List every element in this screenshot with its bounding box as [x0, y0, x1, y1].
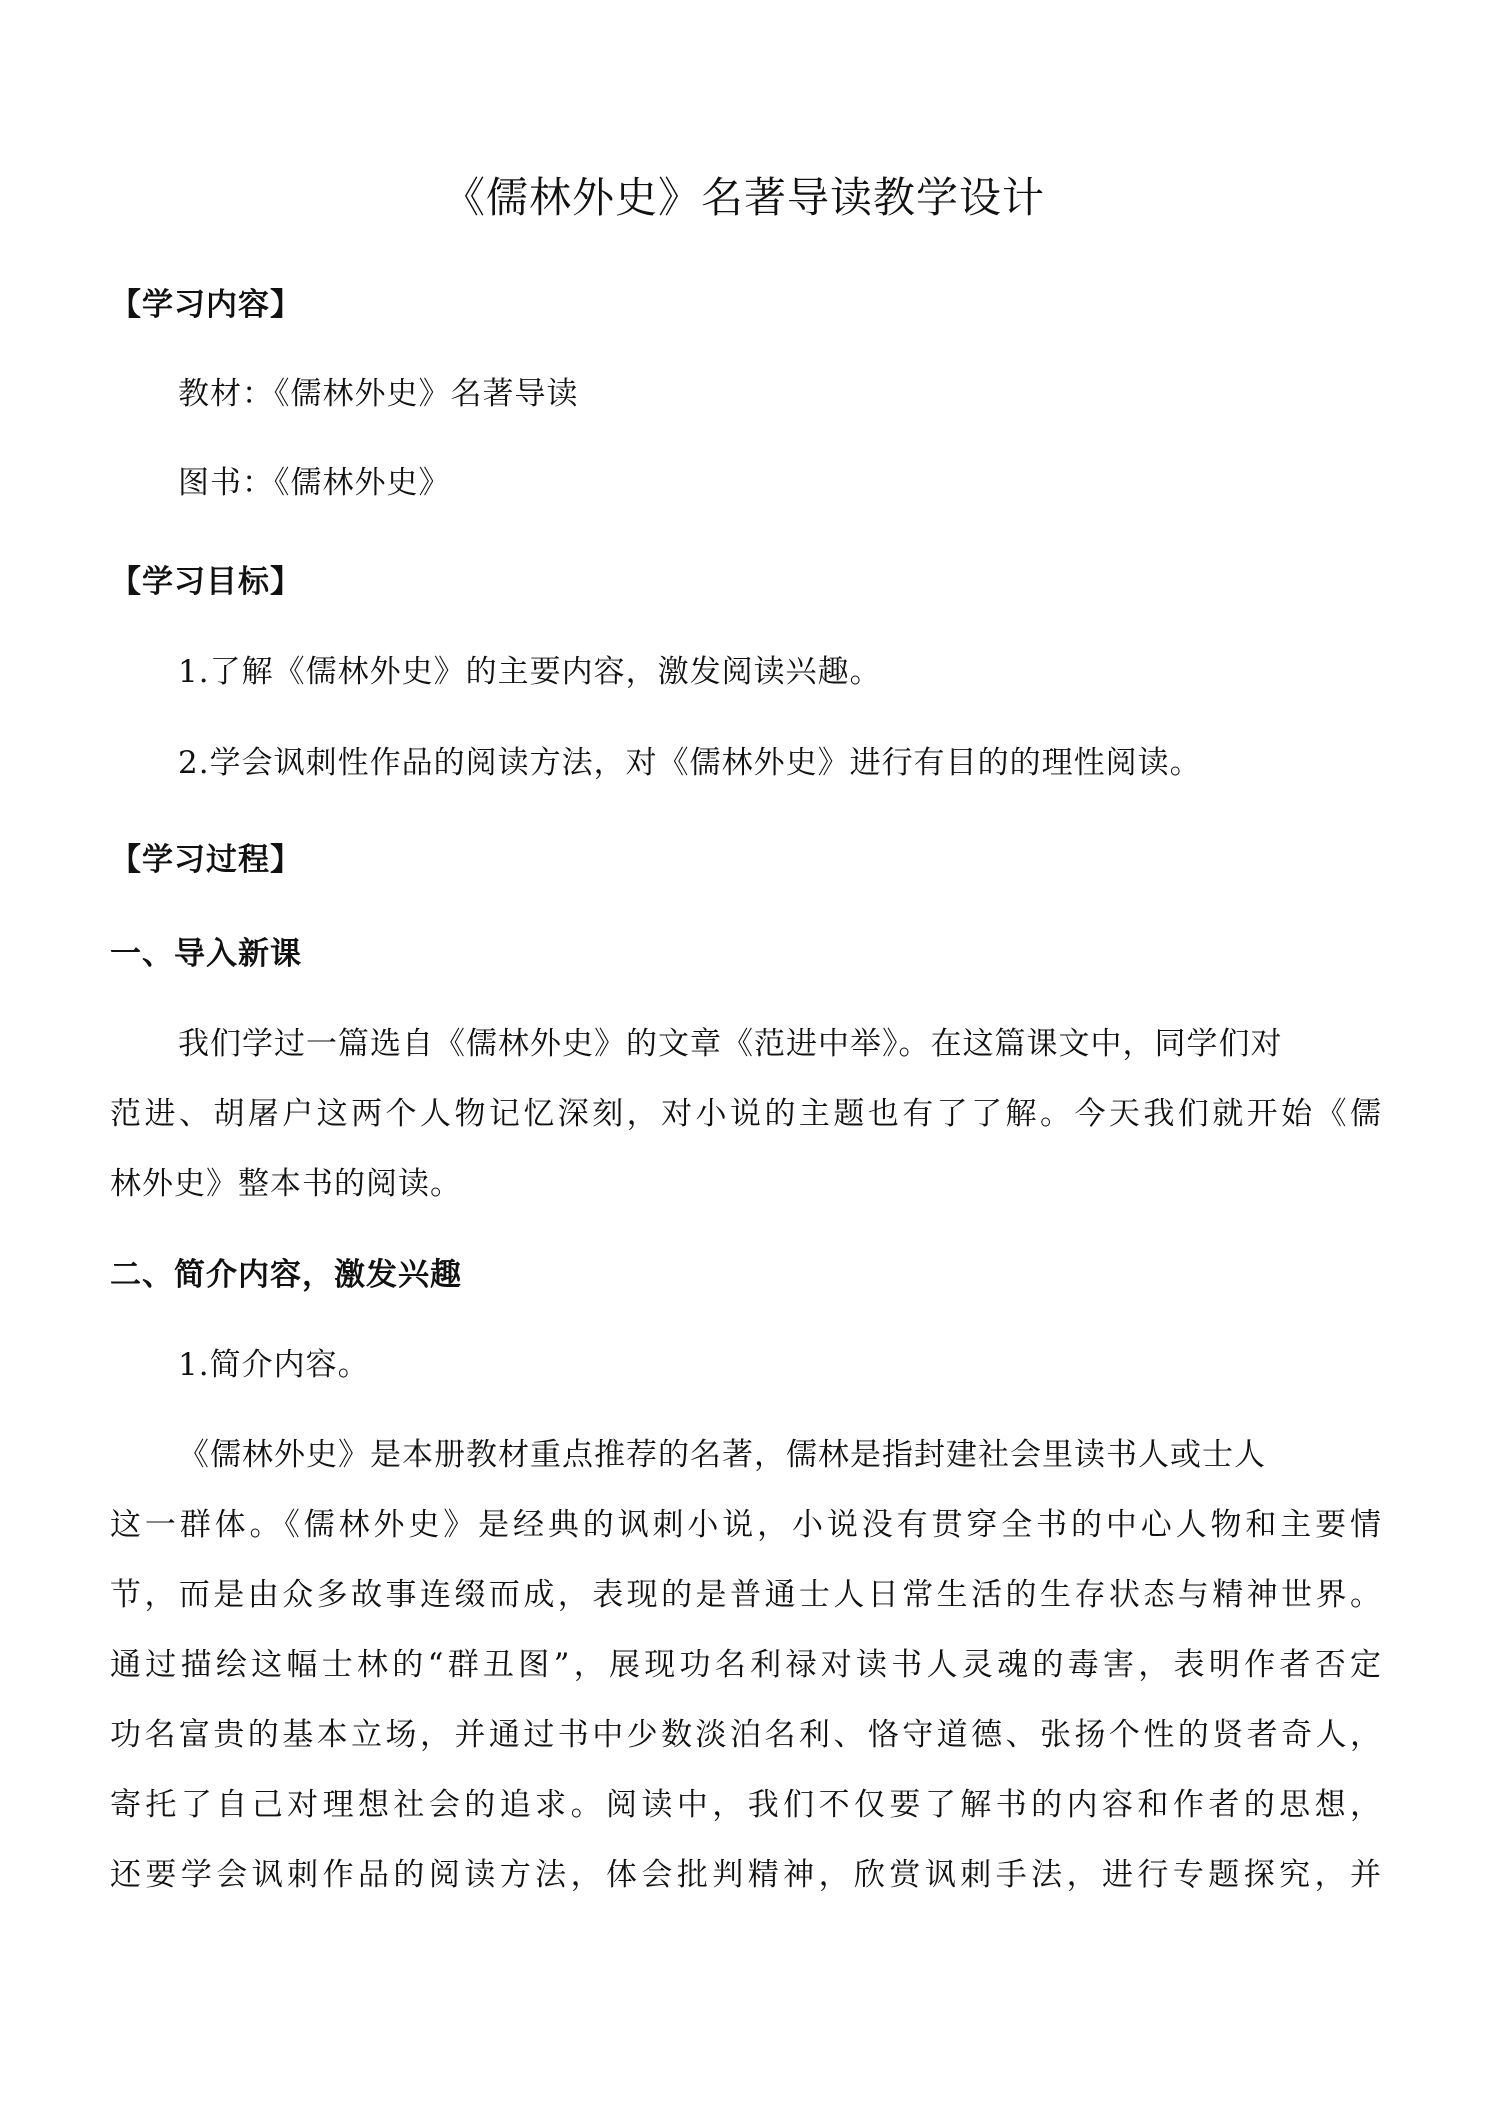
- paragraph-line: 功名富贵的基本立场，并通过书中少数淡泊名利、恪守道德、张扬个性的贤者奇人，: [110, 1717, 1382, 1753]
- part1-heading: 一、导入新课: [110, 936, 302, 972]
- paragraph-line: 节，而是由众多故事连缀而成，表现的是普通士人日常生活的生存状态与精神世界。: [110, 1577, 1382, 1613]
- paragraph-line: 寄托了自己对理想社会的追求。阅读中，我们不仅要了解书的内容和作者的思想，: [110, 1787, 1382, 1823]
- paragraph-line: 林外史》整本书的阅读。: [110, 1166, 462, 1202]
- book-line: 图书：《儒林外史》: [178, 465, 451, 501]
- goal-item-2: 2.学会讽刺性作品的阅读方法，对《儒林外史》进行有目的的理性阅读。: [178, 745, 1202, 781]
- paragraph-line: 我们学过一篇选自《儒林外史》的文章《范进中举》。在这篇课文中，同学们对: [178, 1026, 1283, 1062]
- paragraph-line: 这一群体。《儒林外史》是经典的讽刺小说，小说没有贯穿全书的中心人物和主要情: [110, 1507, 1382, 1543]
- paragraph-line: 通过描绘这幅士林的“群丑图”，展现功名利禄对读书人灵魂的毒害，表明作者否定: [110, 1647, 1382, 1683]
- paragraph-line: 《儒林外史》是本册教材重点推荐的名著，儒林是指封建社会里读书人或士人: [178, 1437, 1266, 1473]
- document-title: 《儒林外史》名著导读教学设计: [442, 173, 1045, 222]
- heading-learning-content: 【学习内容】: [110, 287, 302, 323]
- part2-heading: 二、简介内容，激发兴趣: [110, 1257, 462, 1293]
- textbook-line: 教材：《儒林外史》名著导读: [178, 376, 579, 412]
- paragraph-line: 还要学会讽刺作品的阅读方法，体会批判精神，欣赏讽刺手法，进行专题探究，并: [110, 1857, 1382, 1893]
- heading-learning-goals: 【学习目标】: [110, 564, 302, 600]
- heading-learning-process: 【学习过程】: [110, 842, 302, 878]
- part2-subheading: 1.简介内容。: [178, 1347, 370, 1383]
- goal-item-1: 1.了解《儒林外史》的主要内容，激发阅读兴趣。: [178, 654, 882, 690]
- paragraph-line: 范进、胡屠户这两个人物记忆深刻，对小说的主题也有了了解。今天我们就开始《儒: [110, 1096, 1382, 1132]
